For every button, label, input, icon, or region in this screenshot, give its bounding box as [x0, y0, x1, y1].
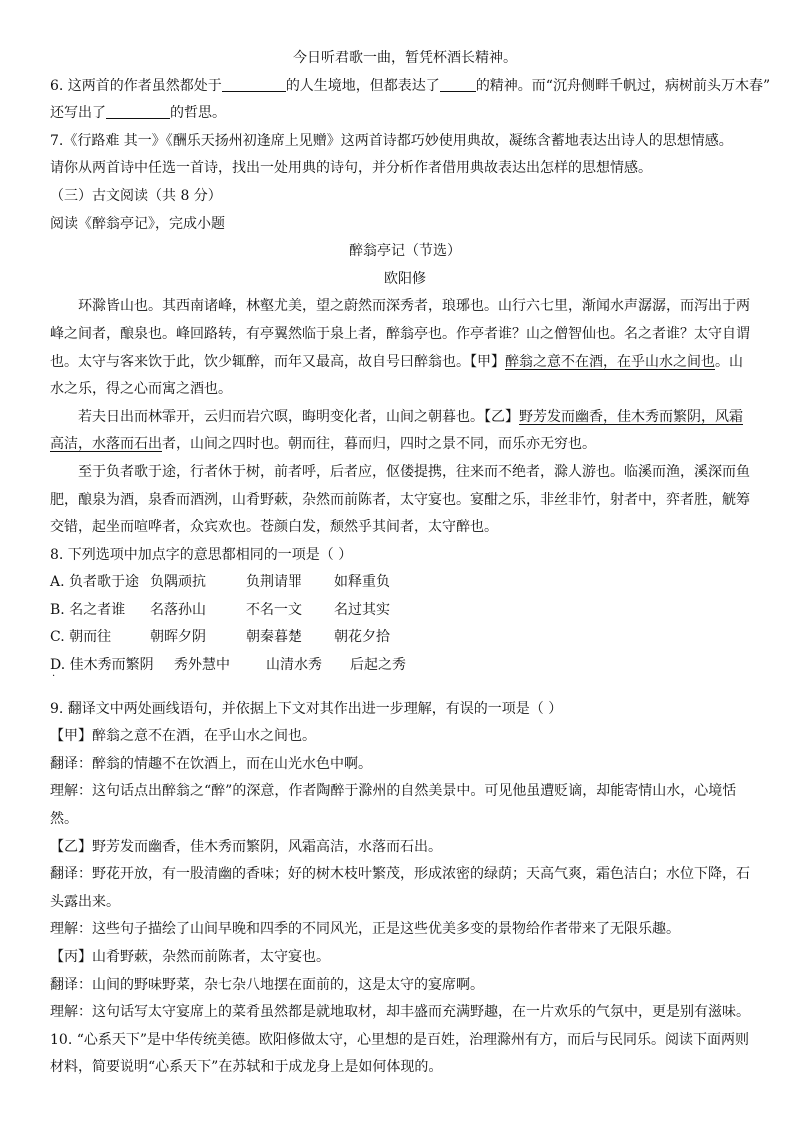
q9-jia-sentence: 【甲】醉翁之意不在酒，在乎山水之间也。	[50, 728, 316, 745]
q9-yi-sentence: 【乙】野芳发而幽香，佳木秀而繁阴，风霜高洁，水落而石出。	[50, 838, 442, 855]
para2-line-2: 高洁，水落而石出者，山间之四时也。朝而往，暮而归，四时之景不同，而乐亦无穷也。	[50, 436, 596, 453]
stray-dot: ·	[52, 670, 56, 682]
underlined-sentence-yi: 野芳发而幽香，佳木秀而繁阴，风霜	[519, 408, 743, 425]
para1-line-1: 环滁皆山也。其西南诸峰，林壑尤美，望之蔚然而深秀者，琅琊也。山行六七里，渐闻水声潺潺，而泻出于两	[78, 298, 750, 315]
reading-instruction: 阅读《醉翁亭记》，完成小题	[50, 215, 225, 232]
q9-yi-understanding: 理解：这些句子描绘了山间早晚和四季的不同风光，正是这些优美多变的景物给作者带来了无限乐趣。	[50, 921, 680, 938]
q8-option-c[interactable]: C. 朝而往 朝晖夕阴 朝秦暮楚 朝花夕拾	[50, 629, 390, 646]
q9-yi-translation-2: 头露出来。	[50, 893, 120, 910]
q9-jia-translation: 翻译：醉翁的情趣不在饮酒上，而在山光水色中啊。	[50, 755, 372, 772]
question-9	[50, 696, 760, 1027]
q10-line-1: 10. “心系天下”是中华传统美德。欧阳修做太守，心里想的是百姓，治理滁州有方，而后与民同乐。阅读下面两则	[50, 1031, 750, 1048]
q8-option-b[interactable]: B. 名之者谁 名落孙山 不名一文 名过其实	[50, 601, 390, 618]
q9-stem: 9. 翻译文中两处画线语句，并依据上下文对其作出进一步理解，有误的一项是（ ）	[50, 700, 563, 717]
para2-line-1: 若夫日出而林霏开，云归而岩穴暝，晦明变化者，山间之朝暮也。【乙】野芳发而幽香，佳木秀而繁阴，风霜	[78, 408, 743, 425]
passage-paragraph-2	[50, 404, 760, 459]
para3-line-3: 交错，起坐而喧哗者，众宾欢也。苍颜白发，颓然乎其间者，太守醉也。	[50, 519, 498, 536]
q8-option-a[interactable]: A. 负者歌于途 负隅顽抗 负荆请罪 如释重负	[50, 574, 390, 591]
q6-line-1: 6. 这两首的作者虽然都处于 的人生境地，但都表达了 的精神。而“沉舟侧畔千帆过，病树前头万木春”	[50, 77, 771, 94]
q9-yi-translation-1: 翻译：野花开放，有一股清幽的香味；好的树木枝叶繁茂，形成浓密的绿荫；天高气爽，霜色洁白；水位下降，石	[50, 866, 750, 883]
q6-blank-1[interactable]	[222, 77, 286, 92]
question-7	[50, 128, 760, 183]
q6-line-2: 还写出了 的哲思。	[50, 105, 226, 122]
q8-option-d[interactable]: D. 佳木秀而繁阴 秀外慧中 山清水秀 后起之秀	[50, 657, 406, 674]
q9-jia-understanding-2: 然。	[50, 811, 78, 828]
q9-bing-understanding: 理解：这句话写太守宴席上的菜肴虽然都是就地取材，却丰盛而充满野趣，在一片欢乐的气氛中，更是别有滋味。	[50, 1004, 750, 1021]
q10-line-2: 材料，简要说明“心系天下”在苏轼和于成龙身上是如何体现的。	[50, 1059, 443, 1076]
para1-line-4: 水之乐，得之心而寓之酒也。	[50, 381, 232, 398]
q6-blank-3[interactable]	[106, 104, 170, 119]
q7-line-2: 请你从两首诗中任选一首诗，找出一处用典的诗句，并分析作者借用典故表达出怎样的思想情感。	[50, 160, 652, 177]
para3-line-1: 至于负者歌于途，行者休于树，前者呼，后者应，伛偻提携，往来而不绝者，滁人游也。临溪而渔，溪深而鱼	[78, 463, 750, 480]
question-8	[50, 542, 760, 682]
q9-bing-sentence: 【丙】山肴野蔌，杂然而前陈者，太守宴也。	[50, 949, 330, 965]
poem-last-line: 今日听君歌一曲，暂凭杯酒长精神。	[293, 50, 517, 66]
q7-line-1: 7.《行路难 其一》《酬乐天扬州初逢席上见赠》这两首诗都巧妙使用典故，凝练含蓄地表达出诗人的思想情感。	[50, 132, 733, 149]
underlined-sentence-yi-cont: 高洁，水落而石出	[50, 436, 162, 453]
para1-line-3: 也。太守与客来饮于此，饮少辄醉，而年又最高，故自号曰醉翁也。【甲】醉翁之意不在酒，在乎山水之间也。山	[50, 353, 743, 370]
q9-jia-understanding-1: 理解：这句话点出醉翁之“醉”的深意，作者陶醉于滁州的自然美景中。可见他虽遭贬谪，却能寄情山水，心境恬	[50, 783, 737, 800]
q8-stem: 8. 下列选项中加点字的意思都相同的一项是（ ）	[50, 546, 353, 563]
q9-bing-translation: 翻译：山间的野味野菜，杂七杂八地摆在面前的，这是太守的宴席啊。	[50, 976, 484, 993]
q6-blank-2[interactable]	[440, 77, 476, 92]
question-10	[50, 1027, 760, 1082]
para3-line-2: 肥，酿泉为酒，泉香而酒洌，山肴野蔌，杂然而前陈者，太守宴也。宴酣之乐，非丝非竹，射者中，弈者胜，觥筹	[50, 491, 750, 508]
passage-title: 醉翁亭记（节选）	[349, 243, 461, 260]
passage-author: 欧阳修	[384, 270, 426, 287]
exam-page	[50, 45, 771, 1082]
question-6	[50, 73, 771, 128]
passage-paragraph-3	[50, 459, 760, 542]
section-heading: （三）古文阅读（共 8 分）	[50, 187, 222, 204]
underlined-sentence-jia: 醉翁之意不在酒，在乎山水之间也	[505, 353, 715, 370]
para1-line-2: 峰之间者，酿泉也。峰回路转，有亭翼然临于泉上者，醉翁亭也。作亭者谁？山之僧智仙也。名之者谁？太守自谓	[50, 325, 750, 342]
passage-paragraph-1	[50, 293, 760, 403]
